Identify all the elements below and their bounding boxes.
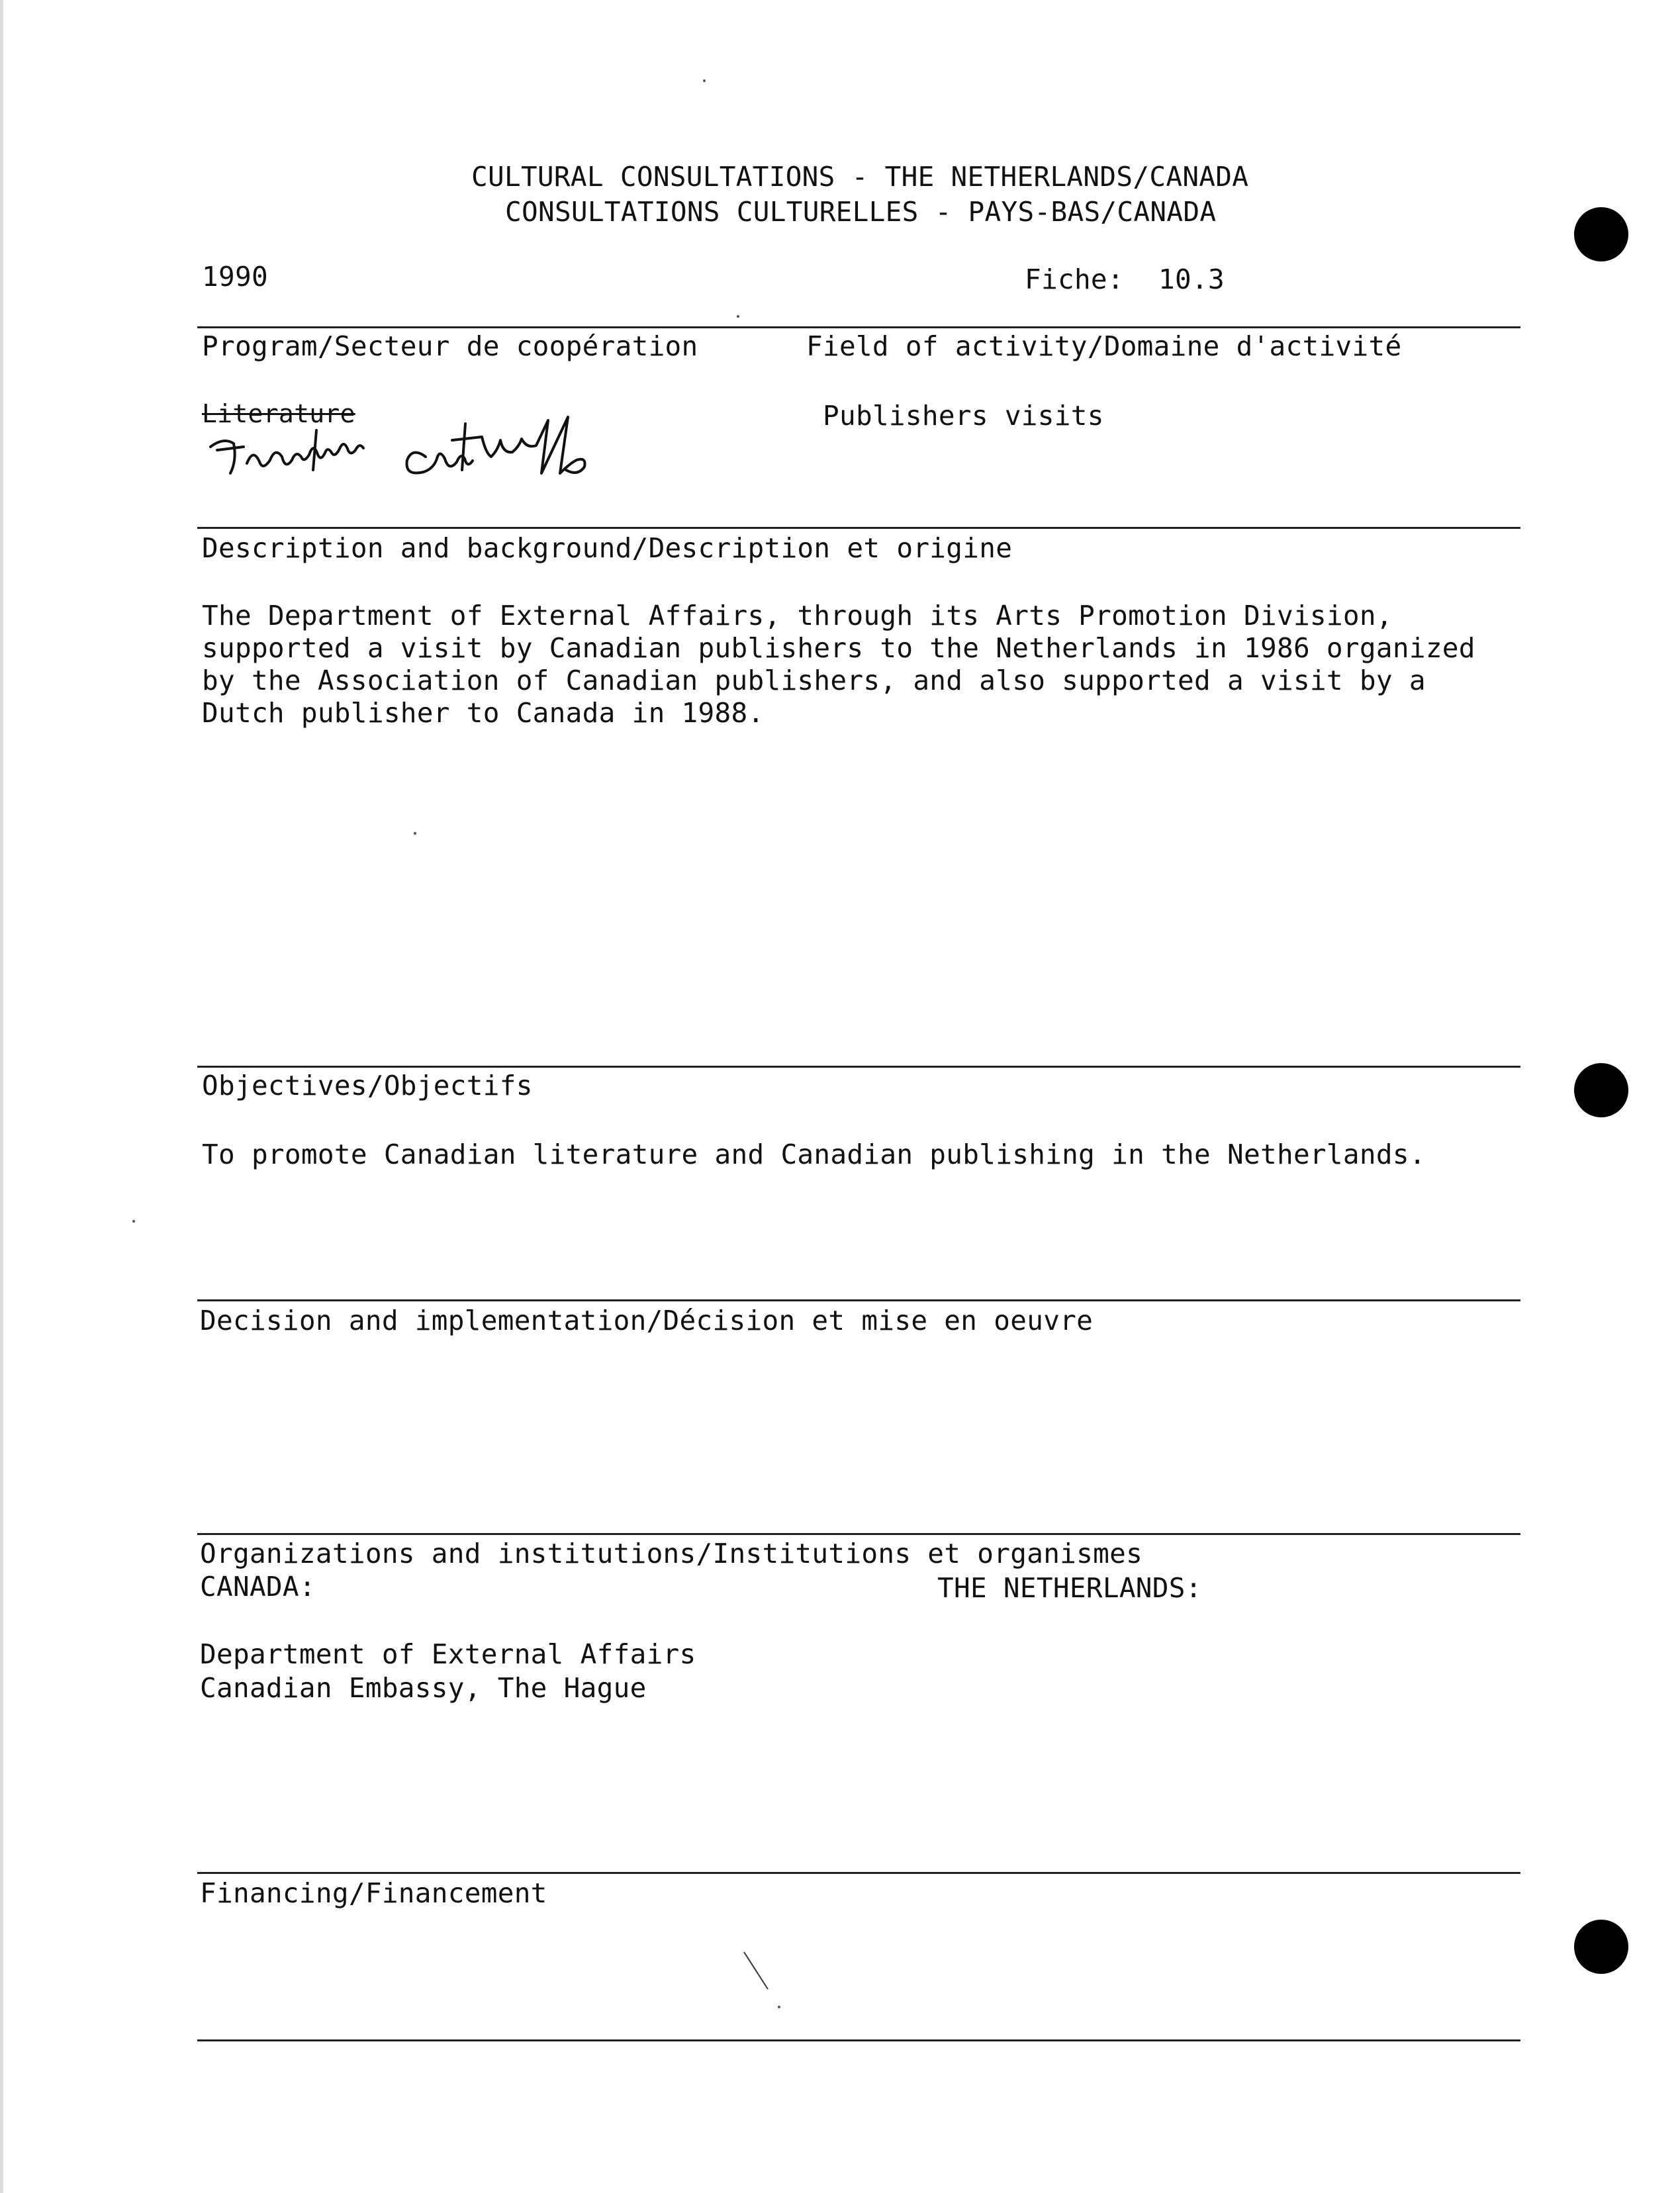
divider (197, 527, 1520, 529)
divider (197, 2039, 1520, 2041)
canada-organization: Department of External Affairs (200, 1638, 696, 1670)
punch-hole-middle (1574, 1063, 1628, 1117)
divider (197, 1533, 1520, 1535)
scan-stroke (741, 1949, 774, 1996)
title-french: CONSULTATIONS CULTURELLES - PAYS-BAS/CANADA (505, 196, 1217, 228)
scan-speck (414, 832, 416, 835)
year: 1990 (202, 261, 268, 293)
canada-organization: Canadian Embassy, The Hague (200, 1672, 647, 1704)
organizations-label: Organizations and institutions/Institutions et organismes (200, 1538, 1143, 1569)
title-english: CULTURAL CONSULTATIONS - THE NETHERLANDS/CANADA (471, 161, 1249, 193)
punch-hole-top (1574, 207, 1628, 261)
divider (197, 1872, 1520, 1874)
divider (197, 1066, 1520, 1068)
divider (197, 1299, 1520, 1301)
objectives-label: Objectives/Objectifs (202, 1070, 533, 1101)
scan-speck (132, 1220, 135, 1223)
scan-speck (778, 2006, 780, 2008)
financing-label: Financing/Financement (200, 1877, 547, 1909)
decision-label: Decision and implementation/Décision et mise en oeuvre (200, 1305, 1094, 1336)
field-label: Field of activity/Domaine d'activité (806, 330, 1402, 362)
program-struck-value: Literature (202, 399, 355, 428)
fiche-label: Fiche: (1025, 263, 1124, 295)
scan-speck (703, 79, 706, 82)
canada-label: CANADA: (200, 1571, 316, 1603)
program-label: Program/Secteur de coopération (202, 330, 698, 362)
handwritten-program-value (197, 410, 687, 490)
fiche-number: 10.3 (1158, 263, 1225, 295)
scan-edge (0, 0, 3, 2193)
description-line: supported a visit by Canadian publishers to the Netherlands in 1986 organized (202, 632, 1475, 664)
description-line: The Department of External Affairs, through its Arts Promotion Division, (202, 600, 1393, 631)
objectives-text: To promote Canadian literature and Canadian publishing in the Netherlands. (202, 1139, 1426, 1170)
punch-hole-bottom (1574, 1920, 1628, 1974)
netherlands-label: THE NETHERLANDS: (937, 1572, 1202, 1604)
divider (197, 326, 1520, 328)
field-value: Publishers visits (823, 400, 1104, 432)
description-line: by the Association of Canadian publishers, and also supported a visit by a (202, 665, 1426, 696)
description-label: Description and background/Description et origine (202, 532, 1013, 564)
description-line: Dutch publisher to Canada in 1988. (202, 697, 765, 729)
scan-speck (737, 315, 739, 318)
